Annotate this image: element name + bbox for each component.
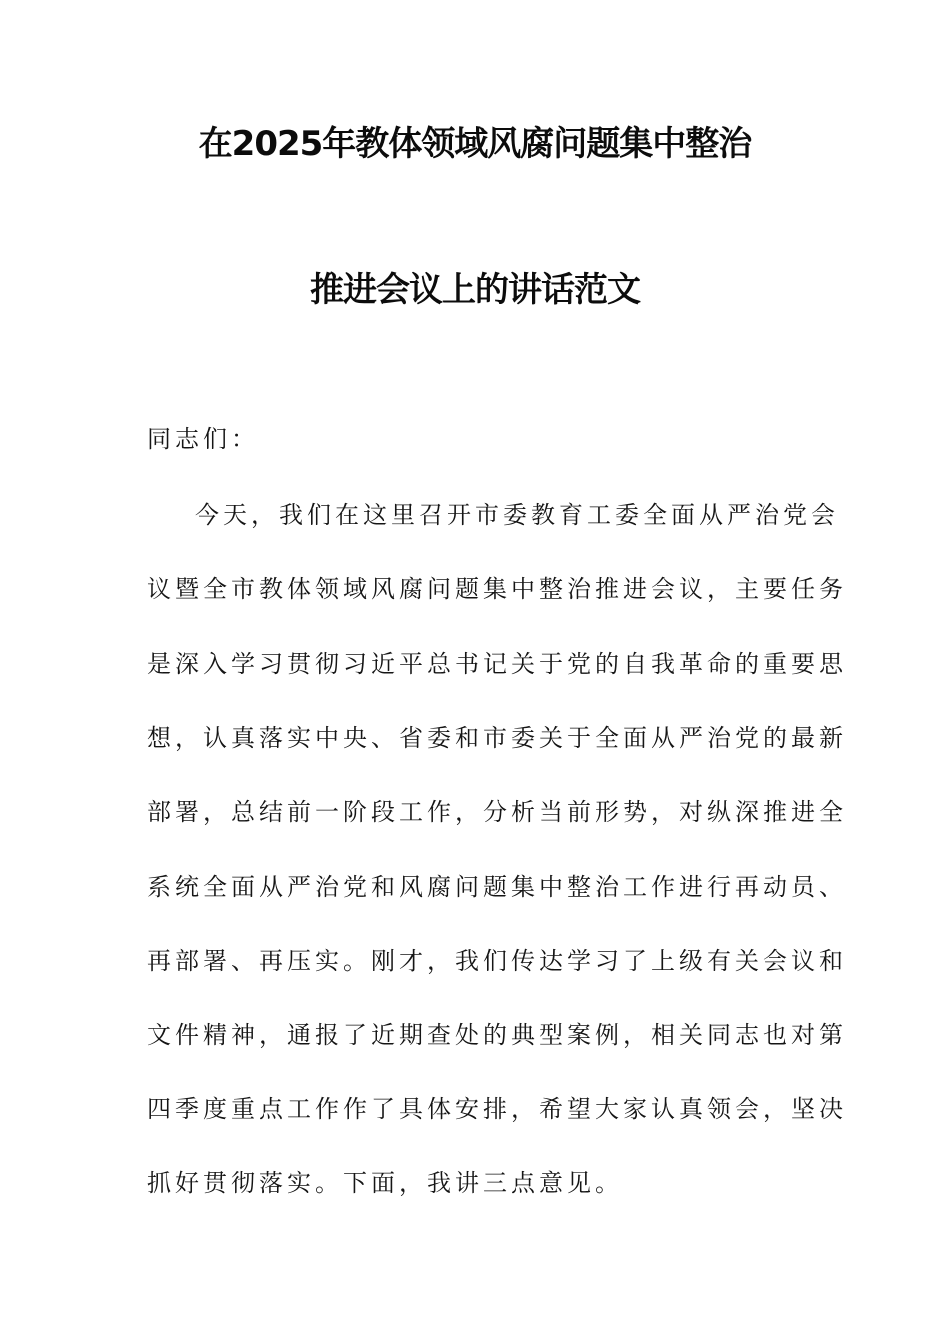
paragraph-line: 是深入学习贯彻习近平总书记关于党的自我革命的重要思 [147,650,847,678]
paragraph-line: 想，认真落实中央、省委和市委关于全面从严治党的最新 [147,724,847,752]
document-title-line-1: 在2025年教体领域风腐问题集中整治 [198,124,752,164]
paragraph-line: 四季度重点工作作了具体安排，希望大家认真领会，坚决 [147,1095,847,1123]
paragraph-line: 议暨全市教体领域风腐问题集中整治推进会议，主要任务 [147,575,847,603]
paragraph-line: 部署，总结前一阶段工作，分析当前形势，对纵深推进全 [147,798,847,826]
paragraph-line: 抓好贯彻落实。下面，我讲三点意见。 [147,1169,623,1197]
salutation: 同志们： [147,425,259,453]
paragraph-line: 再部署、再压实。刚才，我们传达学习了上级有关会议和 [147,947,847,975]
paragraph-line: 今天，我们在这里召开市委教育工委全面从严治党会 [195,501,839,529]
document-title-line-2: 推进会议上的讲话范文 [310,270,640,310]
paragraph-line: 文件精神，通报了近期查处的典型案例，相关同志也对第 [147,1021,847,1049]
paragraph-line: 系统全面从严治党和风腐问题集中整治工作进行再动员、 [147,873,847,901]
